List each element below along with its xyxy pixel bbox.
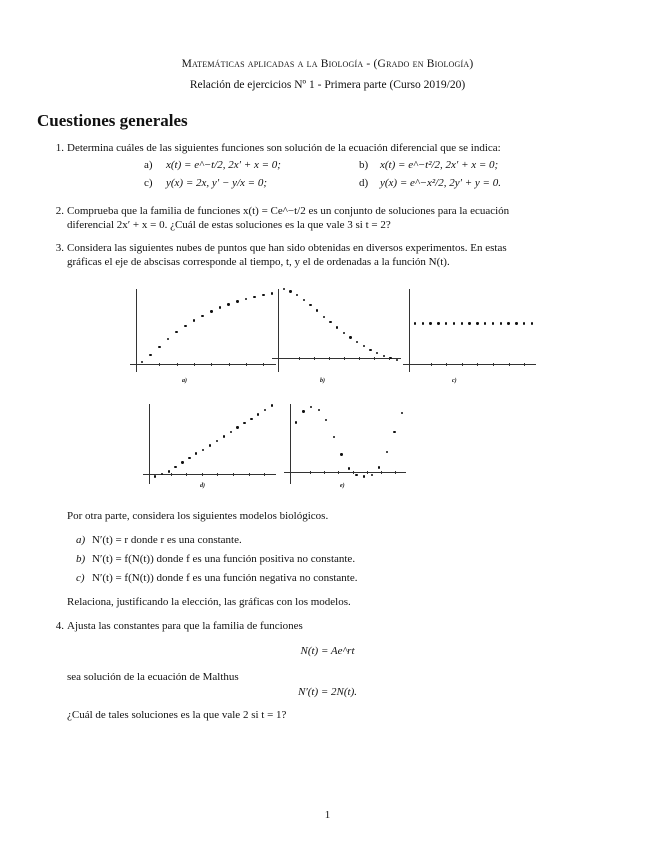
section-title: Cuestiones generales [37,111,188,130]
plot-a-y-axis [136,289,137,372]
q1-option-b-label: b) [359,159,369,171]
plot-d-tick [233,473,234,476]
plot-b-tick [359,357,360,360]
plot-a-tick [177,363,178,366]
plot-d-point [202,449,204,451]
plot-c-point [484,322,486,324]
plot-b-y-axis [278,289,279,372]
plot-d-point [264,409,266,411]
plot-e-point [310,406,312,408]
plot-c-point [468,322,470,324]
plot-b-tick [374,357,375,360]
plot-d-point [243,422,245,424]
q4-eq1: N(t) = Ae^rt [300,645,355,657]
plot-d-point [154,475,156,477]
plot-c-point [445,322,447,324]
plot-c-point [422,322,424,324]
q2-number: 2. [55,205,64,217]
plot-a-point [193,319,195,321]
plot-d-label: d) [200,483,205,489]
q1-option-c: y(x) = 2x, y′ − y/x = 0; [166,177,268,189]
plot-e-tick [338,471,339,474]
plot-b-point [376,352,378,354]
plot-c-point [414,322,416,324]
plot-b-point [349,336,351,338]
plot-a-point [141,361,143,363]
plot-d-point [271,404,273,406]
plot-c-tick [462,363,463,366]
plot-b-x-axis [272,358,401,359]
plot-e-point [295,421,297,423]
plot-d-tick [202,473,203,476]
exercise-subtitle: Relación de ejercicios Nº 1 - Primera parte (Curso 2019/20) [189,79,466,91]
q3-line1: Considera las siguientes nubes de puntos que han sido obtenidas en diversos experimentos. En estas [67,242,507,254]
plot-e-point [302,410,304,412]
plot-d-y-axis [149,404,150,484]
q1-number: 1. [55,142,64,154]
plot-a-tick [159,363,160,366]
plot-c-tick [477,363,478,366]
q1-text: Determina cuáles de las siguientes funciones son solución de la ecuación diferencial que se indica: [67,142,501,154]
plot-b-point [329,321,331,323]
plot-a-point [227,303,229,305]
plot-a-point [236,300,238,302]
q1-option-a: x(t) = e^−t/2, 2x′ + x = 0; [166,159,281,171]
plot-d-tick [186,473,187,476]
model-c-label: c) [76,572,85,584]
plot-c-point [429,322,431,324]
model-b: N′(t) = f(N(t)) donde f es una función positiva no constante. [92,553,356,565]
plot-e-tick [395,471,396,474]
plot-c-point [531,322,533,324]
plot-c-point [461,322,463,324]
q3-closing: Relaciona, justificando la elección, las gráficas con los modelos. [67,596,351,608]
model-a: N′(t) = r donde r es una constante. [92,534,242,546]
q4-eq2: N′(t) = 2N(t). [297,686,358,698]
plot-a [120,285,280,380]
plot-a-point [210,310,212,312]
plot-e-point [325,419,327,421]
plot-a-point [175,331,177,333]
plot-e-point [378,466,380,468]
plot-d-point [236,426,238,428]
plot-e-label: e) [340,483,345,489]
model-c: N′(t) = f(N(t)) donde f es una función negativa no constante. [92,572,358,584]
plot-d-point [250,418,252,420]
plot-c-point [523,322,525,324]
course-title: Matemáticas aplicadas a la Biología - (Grado en Biología) [181,58,474,70]
plot-e-point [318,409,320,411]
plot-d-point [257,413,259,415]
plot-d-point [174,466,176,468]
plot-c-point [492,322,494,324]
plot-a-point [245,298,247,300]
q2-line1: Comprueba que la familia de funciones x(t) = Ce^−t/2 es un conjunto de soluciones para la ecuación [67,205,510,217]
plot-d-tick [217,473,218,476]
plot-e-tick [324,471,325,474]
model-b-label: b) [76,553,86,565]
q3-number: 3. [55,242,64,254]
plot-c-point [500,322,502,324]
plot-b-point [309,304,311,306]
plot-a-tick [229,363,230,366]
plot-a-tick [246,363,247,366]
q4-line2: sea solución de la ecuación de Malthus [67,671,239,683]
q1-option-d-label: d) [359,177,369,189]
plot-d-tick [249,473,250,476]
plot-b-point [323,316,325,318]
plot-b [270,285,405,380]
plot-e-point [401,412,403,414]
plot-b-tick [389,357,390,360]
plot-c-tick [431,363,432,366]
plot-a-point [184,325,186,327]
plot-e-point [333,436,335,438]
plot-d-point [195,452,197,454]
plot-d-point [181,461,183,463]
plot-b-point [283,288,285,290]
plot-c-y-axis [409,289,410,372]
plot-b-tick [314,357,315,360]
plot-b-point [343,332,345,334]
plot-c-point [453,322,455,324]
plot-c-point [515,322,517,324]
plot-b-label: b) [320,378,325,384]
plot-a-x-axis [130,364,276,365]
plot-e-point [348,467,350,469]
plot-b-tick [299,357,300,360]
plot-a-point [167,338,169,340]
plot-a-point [158,346,160,348]
plot-b-point [369,349,371,351]
plot-d-tick [264,473,265,476]
plot-c-label: c) [452,378,457,384]
plot-c [395,285,540,380]
plot-d-tick [171,473,172,476]
q2-line2: diferencial 2x′ + x = 0. ¿Cuál de estas soluciones es la que vale 3 si t = 2? [67,219,391,231]
plot-a-point [253,296,255,298]
plot-e-point [340,453,342,455]
plot-c-tick [446,363,447,366]
plot-e-point [386,451,388,453]
plot-c-point [437,322,439,324]
plot-b-point [336,326,338,328]
plot-c-tick [524,363,525,366]
plot-e-point [393,431,395,433]
plot-c-point [476,322,478,324]
q4-line3: ¿Cuál de tales soluciones es la que vale 2 si t = 1? [67,709,287,721]
q4-line1: Ajusta las constantes para que la familia de funciones [67,620,303,632]
plot-d-point [168,470,170,472]
plot-b-point [296,294,298,296]
q1-option-a-label: a) [144,159,153,171]
plot-a-tick [211,363,212,366]
plot-e-x-axis [284,472,406,473]
plot-e-tick [381,471,382,474]
plot-b-point [356,341,358,343]
model-a-label: a) [76,534,86,546]
plot-e-point [355,474,357,476]
plot-e [280,400,410,492]
plot-b-point [383,355,385,357]
plot-d-point [188,457,190,459]
plot-e-tick [367,471,368,474]
plot-a-label: a) [182,378,187,384]
q4-number: 4. [55,620,64,632]
plot-d-point [230,431,232,433]
plot-a-tick [194,363,195,366]
q3-after: Por otra parte, considera los siguientes modelos biológicos. [67,510,329,522]
plot-d-point [216,440,218,442]
q3-line2: gráficas el eje de abscisas corresponde al tiempo, t, y el de ordenadas a la función N(t). [67,256,450,268]
plot-c-x-axis [403,364,536,365]
plot-a-tick [263,363,264,366]
plot-c-tick [509,363,510,366]
plot-e-tick [353,471,354,474]
plot-d [135,400,280,492]
plot-a-point [219,306,221,308]
q1-option-c-label: c) [144,177,153,189]
plot-d-point [209,444,211,446]
plot-b-point [363,345,365,347]
plot-c-point [507,322,509,324]
plot-e-tick [310,471,311,474]
plot-a-point [262,294,264,296]
plot-d-point [223,435,225,437]
plot-d-point [161,473,163,475]
plot-c-tick [493,363,494,366]
q1-option-b: x(t) = e^−t²/2, 2x′ + x = 0; [380,159,499,171]
plot-e-point [371,474,373,476]
plot-b-tick [329,357,330,360]
plot-a-point [201,315,203,317]
plot-b-point [289,290,291,292]
plot-b-point [303,299,305,301]
plot-b-tick [344,357,345,360]
plot-b-point [316,309,318,311]
plot-a-point [149,354,151,356]
plot-e-point [363,475,365,477]
q1-option-d: y(x) = e^−x²/2, 2y′ + y = 0. [380,177,501,189]
page-number: 1 [324,809,331,821]
